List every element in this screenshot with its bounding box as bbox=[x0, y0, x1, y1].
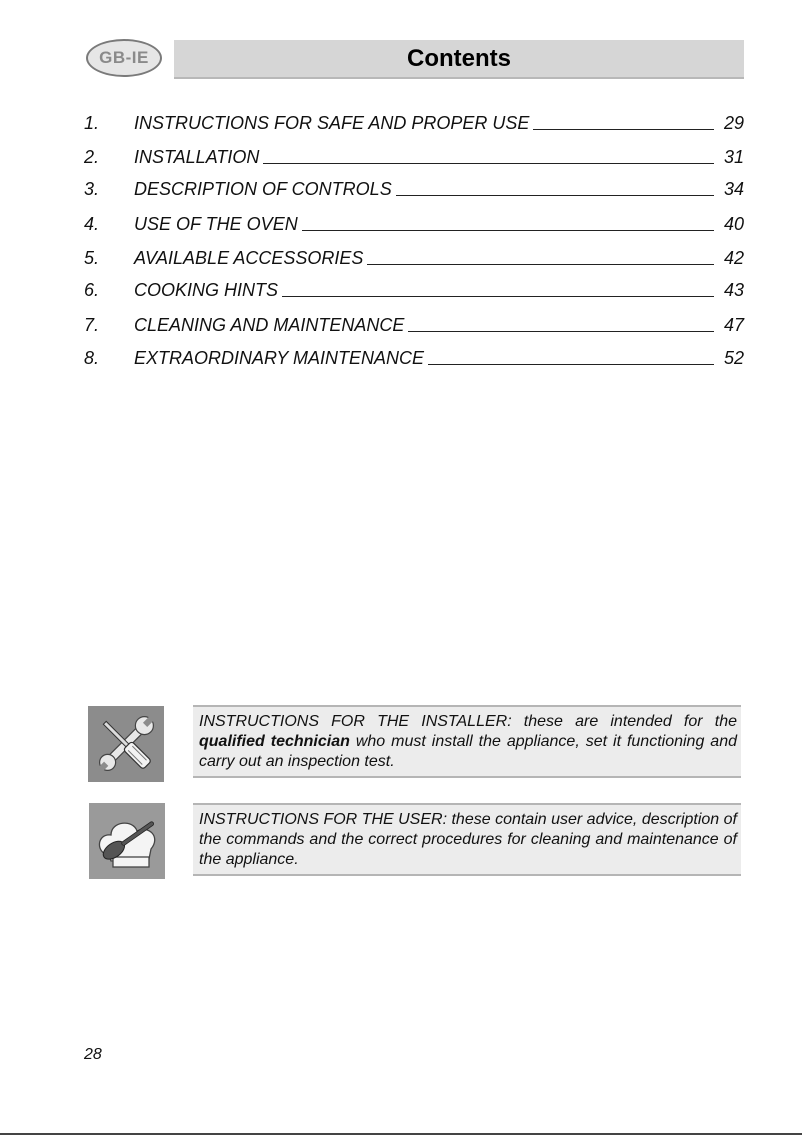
page-number: 28 bbox=[84, 1046, 102, 1063]
toc-leader-line bbox=[396, 195, 714, 196]
toc-entry-title: DESCRIPTION OF CONTROLS bbox=[134, 179, 392, 199]
bottom-divider bbox=[0, 1133, 802, 1135]
toc-entry-title: USE OF THE OVEN bbox=[134, 214, 298, 234]
toc-entry bbox=[84, 110, 744, 134]
toc-entry-page: 29 bbox=[723, 113, 744, 133]
toc-entry-page: 31 bbox=[723, 147, 744, 167]
toc-entry-title: COOKING HINTS bbox=[134, 280, 279, 300]
toc-entry bbox=[84, 277, 744, 301]
toc-entry bbox=[84, 176, 744, 200]
page-title: Contents bbox=[407, 44, 511, 72]
toc-entry-page: 52 bbox=[723, 348, 744, 368]
toc-entry-page: 42 bbox=[723, 248, 744, 268]
installer-instructions-note bbox=[193, 705, 741, 778]
toc-entry-title: EXTRAORDINARY MAINTENANCE bbox=[134, 348, 425, 368]
title-bar bbox=[174, 40, 744, 79]
toc-entry-number: 8. bbox=[84, 348, 100, 368]
toc-leader-line bbox=[367, 264, 714, 265]
wrench-screwdriver-icon bbox=[88, 706, 164, 782]
toc-entry bbox=[84, 345, 744, 369]
toc-entry bbox=[84, 312, 744, 336]
toc-entry-number: 4. bbox=[84, 214, 100, 234]
installer-note-text-start: INSTRUCTIONS FOR THE INSTALLER: these are intended for the bbox=[199, 713, 737, 730]
toc-entry-number: 7. bbox=[84, 315, 100, 335]
toc-entry-title: INSTALLATION bbox=[134, 147, 260, 167]
user-instructions-note bbox=[193, 803, 741, 876]
toc-entry bbox=[84, 144, 744, 168]
toc-entry-title: CLEANING AND MAINTENANCE bbox=[134, 315, 405, 335]
toc-leader-line bbox=[263, 163, 714, 164]
toc-entry-number: 6. bbox=[84, 280, 100, 300]
toc-entry-title: AVAILABLE ACCESSORIES bbox=[134, 248, 364, 268]
toc-entry bbox=[84, 211, 744, 235]
toc-entry-page: 40 bbox=[723, 214, 744, 234]
user-note-text: INSTRUCTIONS FOR THE USER: these contain user advice, description of the commands and the correct procedures for cleaning and maintenance of the appliance. bbox=[199, 811, 737, 868]
toc-leader-line bbox=[302, 230, 714, 231]
toc-entry-number: 3. bbox=[84, 179, 100, 199]
toc-entry-page: 43 bbox=[723, 280, 744, 300]
toc-entry-page: 47 bbox=[723, 315, 744, 335]
language-badge-label: GB-IE bbox=[99, 48, 149, 67]
language-badge bbox=[86, 39, 162, 77]
toc-entry-page: 34 bbox=[723, 179, 744, 199]
toc-leader-line bbox=[282, 296, 714, 297]
toc-leader-line bbox=[408, 331, 714, 332]
toc-entry-number: 1. bbox=[84, 113, 100, 133]
toc-entry-number: 5. bbox=[84, 248, 100, 268]
installer-note-emphasis: qualified technician bbox=[199, 733, 350, 750]
toc-leader-line bbox=[428, 364, 714, 365]
spoon-chef-hat-icon bbox=[89, 803, 165, 879]
toc-entry bbox=[84, 245, 744, 269]
installer-note-text-end: who must install the appliance, set it functioning and carry out an inspection test. bbox=[199, 733, 737, 770]
toc-leader-line bbox=[533, 129, 714, 130]
toc-entry-title: INSTRUCTIONS FOR SAFE AND PROPER USE bbox=[134, 113, 530, 133]
toc-entry-number: 2. bbox=[84, 147, 100, 167]
